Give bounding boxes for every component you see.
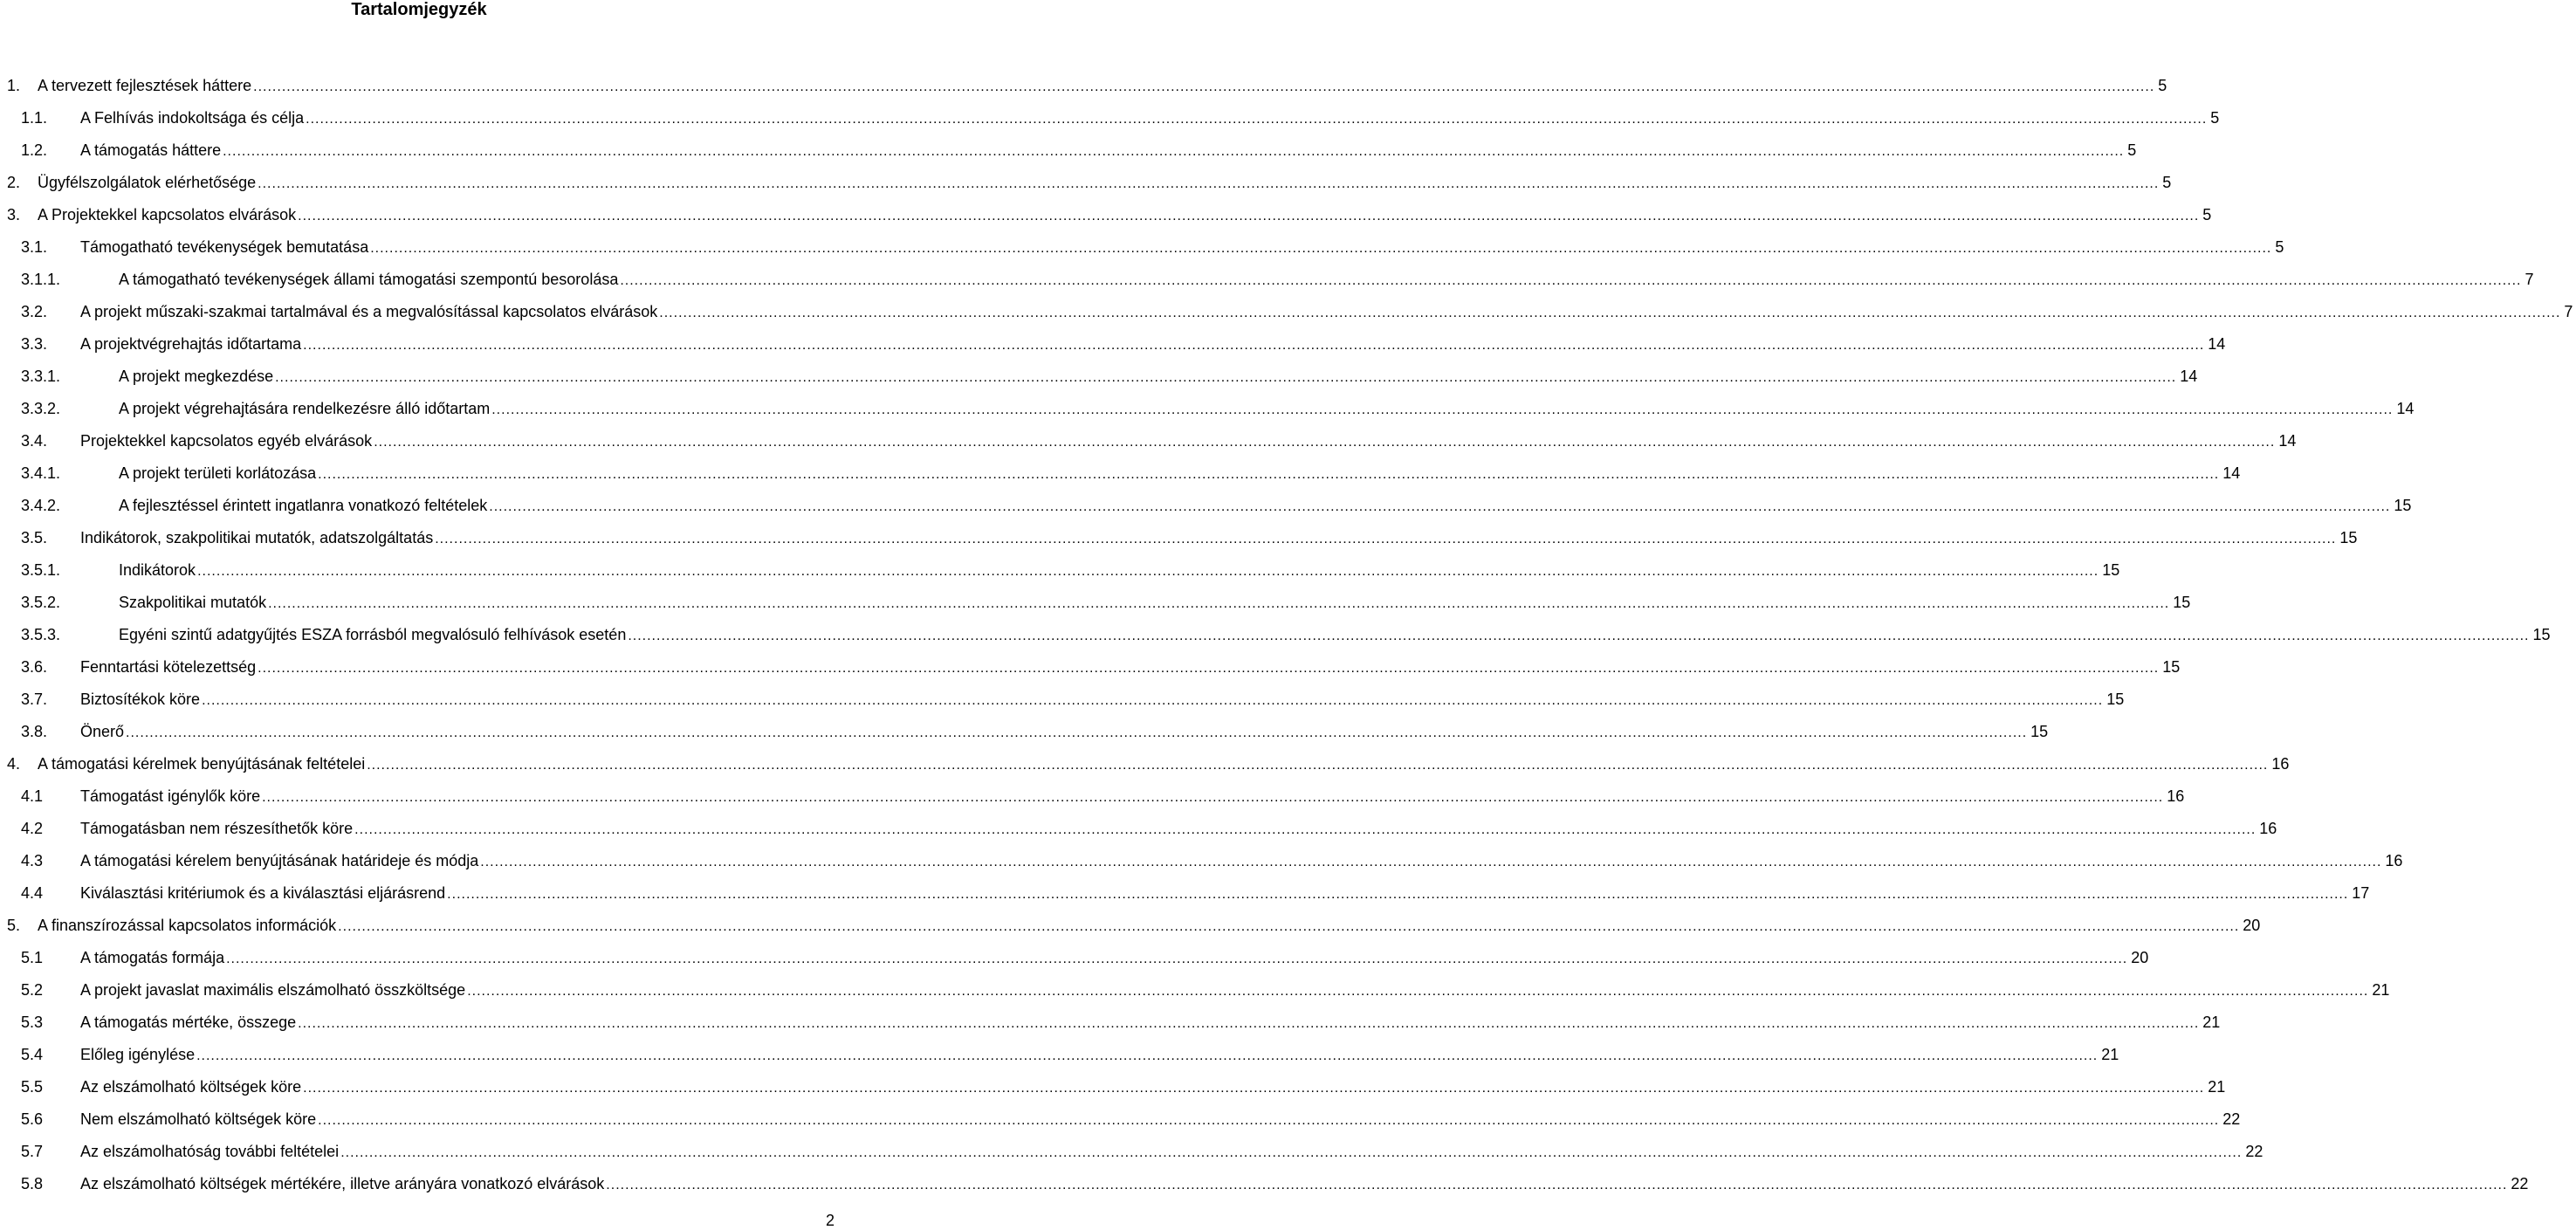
toc-entry[interactable] [0, 849, 2403, 873]
toc-entry[interactable] [0, 622, 2551, 647]
toc-dot-leader: ................................................................................................................................................................................................................................................................................................................................................................................................................ [489, 499, 2391, 514]
toc-dot-leader: ................................................................................................................................................................................................................................................................................................................................................................................................................ [491, 402, 2394, 417]
toc-entry-number: 3.5. [21, 529, 48, 546]
toc-entry[interactable] [0, 655, 2181, 679]
toc-entry-title: Indikátorok [119, 561, 196, 579]
toc-entry-page: 15 [2030, 723, 2049, 740]
toc-entry-number: 5.2 [21, 981, 44, 999]
toc-entry-title: A projekt területi korlátozása [119, 464, 317, 482]
toc-entry-page: 22 [2245, 1143, 2263, 1160]
toc-entry-number: 4.2 [21, 820, 44, 837]
toc-entry-page: 15 [2106, 691, 2125, 708]
toc-entry-page: 5 [2210, 109, 2220, 127]
toc-dot-leader: ................................................................................................................................................................................................................................................................................................................................................................................................................ [367, 758, 2269, 773]
toc-entry[interactable] [0, 364, 2198, 388]
toc-entry-title: Támogatásban nem részesíthetők köre [80, 820, 354, 837]
toc-entry[interactable] [0, 396, 2415, 421]
toc-dot-leader: ................................................................................................................................................................................................................................................................................................................................................................................................................ [298, 1016, 2200, 1031]
toc-entry-number: 5.8 [21, 1175, 44, 1192]
toc-dot-leader: ................................................................................................................................................................................................................................................................................................................................................................................................................ [196, 1048, 2099, 1063]
toc-entry[interactable] [0, 493, 2412, 518]
toc-entry[interactable] [0, 299, 2573, 324]
toc-dot-leader: ................................................................................................................................................................................................................................................................................................................................................................................................................ [126, 725, 2028, 740]
toc-entry[interactable] [0, 978, 2390, 1002]
toc-dot-leader: ................................................................................................................................................................................................................................................................................................................................................................................................................ [268, 596, 2170, 611]
toc-entry[interactable] [0, 590, 2191, 615]
toc-dot-leader: ................................................................................................................................................................................................................................................................................................................................................................................................................ [435, 532, 2337, 546]
toc-entry[interactable] [0, 945, 2149, 970]
toc-entry-number: 3.7. [21, 691, 48, 708]
toc-entry-title: A Felhívás indokoltsága és célja [80, 109, 305, 127]
toc-dot-leader: ................................................................................................................................................................................................................................................................................................................................................................................................................ [202, 693, 2104, 708]
toc-entry-number: 1.1. [21, 109, 48, 127]
toc-dot-leader: ................................................................................................................................................................................................................................................................................................................................................................................................................ [306, 112, 2208, 127]
toc-entry-page: 22 [2222, 1110, 2241, 1128]
toc-entry-number: 3.4.1. [21, 464, 61, 482]
toc-entry-number: 3.4. [21, 432, 48, 450]
page-number: 2 [825, 1212, 835, 1229]
toc-entry-title: Indikátorok, szakpolitikai mutatók, adatszolgáltatás [80, 529, 434, 546]
toc-entry-page: 21 [2202, 1014, 2221, 1031]
toc-dot-leader: ................................................................................................................................................................................................................................................................................................................................................................................................................ [253, 79, 2155, 94]
toc-entry-page: 15 [2173, 594, 2191, 611]
toc-dot-leader: ................................................................................................................................................................................................................................................................................................................................................................................................................ [318, 1113, 2220, 1128]
toc-dot-leader: ................................................................................................................................................................................................................................................................................................................................................................................................................ [338, 919, 2240, 934]
toc-entry-title: A fejlesztéssel érintett ingatlanra vonatkozó feltételek [119, 497, 488, 514]
toc-entry-number: 3.5.2. [21, 594, 61, 611]
toc-entry[interactable] [0, 526, 2358, 550]
toc-dot-leader: ................................................................................................................................................................................................................................................................................................................................................................................................................ [223, 144, 2125, 159]
toc-entry-title: A projekt műszaki-szakmai tartalmával és a megvalósítással kapcsolatos elvárások [80, 303, 658, 320]
toc-entry-page: 21 [2101, 1046, 2119, 1063]
toc-entry-page: 7 [2564, 303, 2573, 320]
toc-entry-number: 3.6. [21, 658, 48, 676]
toc-entry[interactable] [0, 1172, 2529, 1196]
toc-entry-title: Az elszámolható költségek köre [80, 1078, 302, 1096]
toc-dot-leader: ................................................................................................................................................................................................................................................................................................................................................................................................................ [480, 855, 2382, 869]
toc-entry[interactable] [0, 429, 2297, 453]
toc-entry-page: 15 [2532, 626, 2551, 643]
toc-entry[interactable] [0, 170, 2172, 195]
toc-entry-page: 15 [2102, 561, 2120, 579]
toc-entry[interactable] [0, 752, 2290, 776]
toc-entry-page: 14 [2278, 432, 2297, 450]
toc-entry-title: Előleg igénylése [80, 1046, 196, 1063]
toc-entry-title: A támogatási kérelem benyújtásának határideje és módja [80, 852, 479, 869]
toc-entry-number: 5.5 [21, 1078, 44, 1096]
toc-title: Tartalomjegyzék [351, 0, 487, 19]
toc-entry[interactable] [0, 1107, 2241, 1131]
toc-dot-leader: ................................................................................................................................................................................................................................................................................................................................................................................................................ [659, 306, 2561, 320]
toc-dot-leader: ................................................................................................................................................................................................................................................................................................................................................................................................................ [226, 952, 2128, 966]
toc-entry[interactable] [0, 913, 2261, 938]
toc-dot-leader: ................................................................................................................................................................................................................................................................................................................................................................................................................ [354, 822, 2257, 837]
toc-entry-number: 1.2. [21, 141, 48, 159]
toc-entry-page: 14 [2222, 464, 2241, 482]
toc-entry-number: 4. [7, 755, 21, 773]
toc-entry-page: 5 [2202, 206, 2212, 223]
toc-entry-number: 3.3. [21, 335, 48, 353]
toc-entry-title: Ügyfélszolgálatok elérhetősége [38, 174, 257, 191]
toc-entry[interactable] [0, 73, 2167, 98]
toc-dot-leader: ................................................................................................................................................................................................................................................................................................................................................................................................................ [620, 273, 2522, 288]
toc-entry-page: 15 [2162, 658, 2181, 676]
toc-entry-page: 20 [2243, 917, 2261, 934]
toc-dot-leader: ................................................................................................................................................................................................................................................................................................................................................................................................................ [303, 338, 2205, 353]
toc-entry[interactable] [0, 332, 2226, 356]
toc-entry-page: 16 [2259, 820, 2277, 837]
toc-entry[interactable] [0, 1075, 2226, 1099]
toc-entry-title: Az elszámolható költségek mértékére, illetve arányára vonatkozó elvárások [80, 1175, 605, 1192]
toc-dot-leader: ................................................................................................................................................................................................................................................................................................................................................................................................................ [303, 1081, 2205, 1096]
toc-entry-title: A projekt javaslat maximális elszámolható összköltsége [80, 981, 466, 999]
toc-entry-page: 14 [2208, 335, 2226, 353]
toc-entry-title: Kiválasztási kritériumok és a kiválasztási eljárásrend [80, 884, 446, 902]
toc-dot-leader: ................................................................................................................................................................................................................................................................................................................................................................................................................ [447, 887, 2349, 902]
toc-dot-leader: ................................................................................................................................................................................................................................................................................................................................................................................................................ [340, 1145, 2243, 1160]
toc-entry[interactable] [0, 816, 2277, 841]
toc-dot-leader: ................................................................................................................................................................................................................................................................................................................................................................................................................ [606, 1178, 2508, 1192]
toc-entry-page: 22 [2511, 1175, 2529, 1192]
toc-entry-title: Fenntartási kötelezettség [80, 658, 257, 676]
toc-entry[interactable] [0, 784, 2185, 808]
toc-entry-number: 1. [7, 77, 21, 94]
toc-entry-title: A támogatás háttere [80, 141, 222, 159]
toc-entry-title: Nem elszámolható költségek köre [80, 1110, 317, 1128]
toc-entry-page: 16 [2385, 852, 2403, 869]
toc-entry-title: Szakpolitikai mutatók [119, 594, 267, 611]
toc-entry-number: 5.4 [21, 1046, 44, 1063]
toc-entry-title: Biztosítékok köre [80, 691, 201, 708]
toc-entry-number: 3.5.1. [21, 561, 61, 579]
toc-entry-number: 3.3.1. [21, 368, 61, 385]
toc-entry-title: A Projektekkel kapcsolatos elvárások [38, 206, 297, 223]
toc-entry-title: A támogatási kérelmek benyújtásának feltételei [38, 755, 366, 773]
toc-dot-leader: ................................................................................................................................................................................................................................................................................................................................................................................................................ [262, 790, 2164, 805]
toc-entry-title: A projekt megkezdése [119, 368, 274, 385]
toc-entry-page: 5 [2127, 141, 2137, 159]
toc-entry-number: 5. [7, 917, 21, 934]
toc-entry[interactable] [0, 558, 2120, 582]
toc-entry-page: 20 [2131, 949, 2149, 966]
toc-entry-number: 3.5.3. [21, 626, 61, 643]
toc-entry-title: A tervezett fejlesztések háttere [38, 77, 252, 94]
toc-entry-number: 3.3.2. [21, 400, 61, 417]
toc-entry-page: 16 [2271, 755, 2290, 773]
toc-entry-number: 4.1 [21, 787, 44, 805]
toc-entry-title: Támogatható tevékenységek bemutatása [80, 238, 369, 256]
toc-dot-leader: ................................................................................................................................................................................................................................................................................................................................................................................................................ [467, 984, 2369, 999]
toc-dot-leader: ................................................................................................................................................................................................................................................................................................................................................................................................................ [258, 176, 2160, 191]
toc-entry[interactable] [0, 235, 2284, 259]
toc-entry[interactable] [0, 138, 2137, 162]
toc-entry-title: Önerő [80, 723, 125, 740]
toc-entry-page: 16 [2167, 787, 2185, 805]
toc-entry[interactable] [0, 719, 2049, 744]
toc-dot-leader: ................................................................................................................................................................................................................................................................................................................................................................................................................ [197, 564, 2099, 579]
toc-entry[interactable] [0, 203, 2212, 227]
toc-entry-number: 3.2. [21, 303, 48, 320]
toc-entry-number: 5.1 [21, 949, 44, 966]
toc-entry-title: A projektvégrehajtás időtartama [80, 335, 302, 353]
toc-dot-leader: ................................................................................................................................................................................................................................................................................................................................................................................................................ [275, 370, 2177, 385]
toc-entry[interactable] [0, 881, 2370, 905]
toc-entry-title: A finanszírozással kapcsolatos információk [38, 917, 337, 934]
toc-entry[interactable] [0, 267, 2534, 292]
toc-entry-number: 4.4 [21, 884, 44, 902]
toc-entry-number: 3.1. [21, 238, 48, 256]
toc-entry-page: 5 [2275, 238, 2284, 256]
toc-dot-leader: ................................................................................................................................................................................................................................................................................................................................................................................................................ [298, 209, 2200, 223]
toc-entry-title: A támogatható tevékenységek állami támogatási szempontú besorolása [119, 271, 619, 288]
toc-entry-page: 7 [2524, 271, 2534, 288]
toc-entry-title: A támogatás formája [80, 949, 225, 966]
toc-entry-number: 4.3 [21, 852, 44, 869]
toc-entry-number: 2. [7, 174, 21, 191]
toc-entry-title: A projekt végrehajtására rendelkezésre álló időtartam [119, 400, 491, 417]
toc-dot-leader: ................................................................................................................................................................................................................................................................................................................................................................................................................ [374, 435, 2276, 450]
toc-entry-number: 3.8. [21, 723, 48, 740]
toc-dot-leader: ................................................................................................................................................................................................................................................................................................................................................................................................................ [318, 467, 2220, 482]
toc-entry[interactable] [0, 106, 2220, 130]
toc-entry-title: Egyéni szintű adatgyűjtés ESZA forrásból megvalósuló felhívások esetén [119, 626, 627, 643]
toc-entry-number: 5.6 [21, 1110, 44, 1128]
toc-entry-page: 15 [2394, 497, 2412, 514]
toc-entry-page: 14 [2180, 368, 2198, 385]
toc-entry[interactable] [0, 461, 2241, 485]
toc-entry[interactable] [0, 687, 2125, 711]
toc-entry-page: 21 [2372, 981, 2390, 999]
toc-dot-leader: ................................................................................................................................................................................................................................................................................................................................................................................................................ [370, 241, 2272, 256]
toc-entry-page: 17 [2352, 884, 2370, 902]
toc-dot-leader: ................................................................................................................................................................................................................................................................................................................................................................................................................ [628, 629, 2530, 643]
toc-entry-page: 14 [2396, 400, 2415, 417]
toc-entry-number: 3.4.2. [21, 497, 61, 514]
toc-entry-title: A támogatás mértéke, összege [80, 1014, 297, 1031]
toc-entry-title: Projektekkel kapcsolatos egyéb elvárások [80, 432, 373, 450]
toc-entry-page: 5 [2162, 174, 2172, 191]
toc-dot-leader: ................................................................................................................................................................................................................................................................................................................................................................................................................ [258, 661, 2160, 676]
toc-entry-number: 3. [7, 206, 21, 223]
toc-entry-number: 5.7 [21, 1143, 44, 1160]
toc-entry-page: 5 [2158, 77, 2167, 94]
toc-entry-title: Támogatást igénylők köre [80, 787, 261, 805]
toc-entry-title: Az elszámolhatóság további feltételei [80, 1143, 340, 1160]
toc-entry[interactable] [0, 1010, 2221, 1034]
toc-entry[interactable] [0, 1042, 2119, 1067]
toc-entry-page: 21 [2208, 1078, 2226, 1096]
toc-entry-number: 3.1.1. [21, 271, 61, 288]
toc-entry-number: 5.3 [21, 1014, 44, 1031]
toc-entry-page: 15 [2339, 529, 2358, 546]
toc-entry[interactable] [0, 1139, 2263, 1164]
